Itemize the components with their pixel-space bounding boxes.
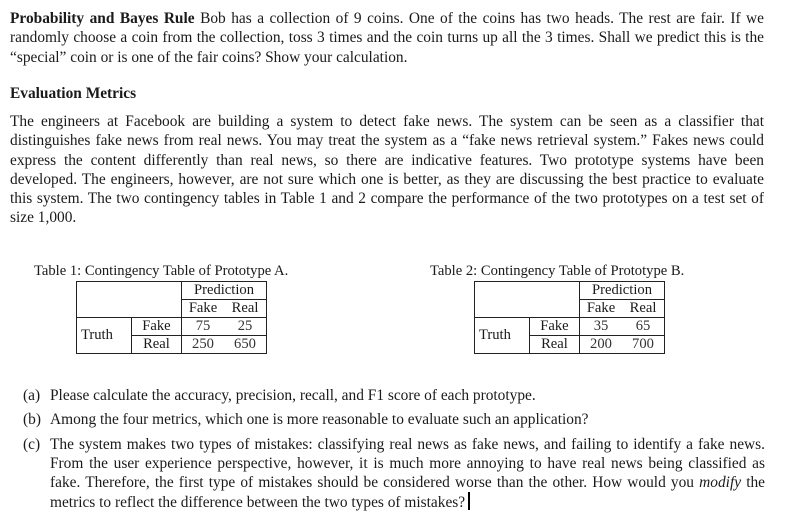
cell-real-fake: 200: [580, 336, 623, 354]
question-c: [23, 435, 765, 513]
cell-real-fake: 250: [182, 336, 225, 354]
question-a: [23, 386, 765, 405]
col-header-real: Real: [224, 300, 267, 318]
question-text: Among the four metrics, which one is more reasonable to evaluate such an application?: [50, 411, 589, 429]
problem-text: Bob has a collection of 9 coins. One of the coins has two heads. The rest are fair. If we randomly choose a coin from the collection, toss 3 times and the coin turns up all the 3 times. Shall we predict this is the “special” coin or is one of the fair coins? Show your calculation.: [10, 10, 764, 66]
row-header-real: Real: [143, 336, 170, 352]
problem-probability-paragraph: [10, 9, 764, 67]
question-list: [23, 386, 765, 518]
contingency-table-b: [474, 281, 665, 354]
row-header-fake: Fake: [529, 318, 579, 336]
cell-fake-fake: 35: [580, 318, 623, 336]
truth-cell: [77, 318, 182, 354]
cell-fake-fake: 75: [182, 318, 225, 336]
col-header-fake: Fake: [580, 300, 623, 318]
col-header-real: Real: [622, 300, 665, 318]
truth-label: Truth: [77, 318, 131, 353]
contingency-table-a: [76, 281, 267, 354]
question-b: [23, 410, 765, 429]
row-header-fake: Fake: [131, 318, 181, 336]
section-paragraph: The engineers at Facebook are building a system to detect fake news. The system can be seen as a classifier that distinguishes fake news from real news. You may treat the system as a “fake news retrieval system.” Fakes news could express the content differently than real news, so there are indicative features. Two prototype systems have been developed. The engineers, however, are not sure which one is better, as they are discussing the best practice to evaluate this system. The two contingency tables in Table 1 and 2 compare the performance of the two prototypes on a test set of size 1,000.: [10, 113, 764, 227]
row-header-real: Real: [541, 336, 568, 352]
truth-cell: [475, 318, 580, 354]
question-label: (c): [23, 435, 41, 453]
section-heading: Evaluation Metrics: [10, 85, 137, 102]
cell-real-real: 650: [224, 336, 267, 354]
question-label: (b): [23, 411, 41, 429]
question-text: The system makes two types of mistakes: classifying real news as fake news, and failing to identify a fake news. From the user experience perspective, however, it is much more annoying to have real news being classified as fake. Therefore, the first type of mistakes should be considered worse than the other. How would you modify the metrics to reflect the difference between the two types of mistakes?: [50, 435, 765, 512]
col-header-fake: Fake: [182, 300, 225, 318]
text-cursor: [468, 492, 470, 510]
prediction-header: Prediction: [182, 282, 267, 300]
cell-fake-real: 65: [622, 318, 665, 336]
prediction-header: Prediction: [580, 282, 665, 300]
cell-fake-real: 25: [224, 318, 267, 336]
table1-caption: Table 1: Contingency Table of Prototype A.: [34, 263, 289, 279]
emphasis-modify: modify: [699, 474, 742, 492]
question-label: (a): [23, 387, 41, 404]
cell-real-real: 700: [622, 336, 665, 354]
table2-caption: Table 2: Contingency Table of Prototype B.: [430, 263, 685, 279]
question-text: Please calculate the accuracy, precision, recall, and F1 score of each prototype.: [50, 387, 536, 404]
problem-title: Probability and Bayes Rule: [10, 10, 195, 27]
truth-label: Truth: [475, 318, 529, 353]
